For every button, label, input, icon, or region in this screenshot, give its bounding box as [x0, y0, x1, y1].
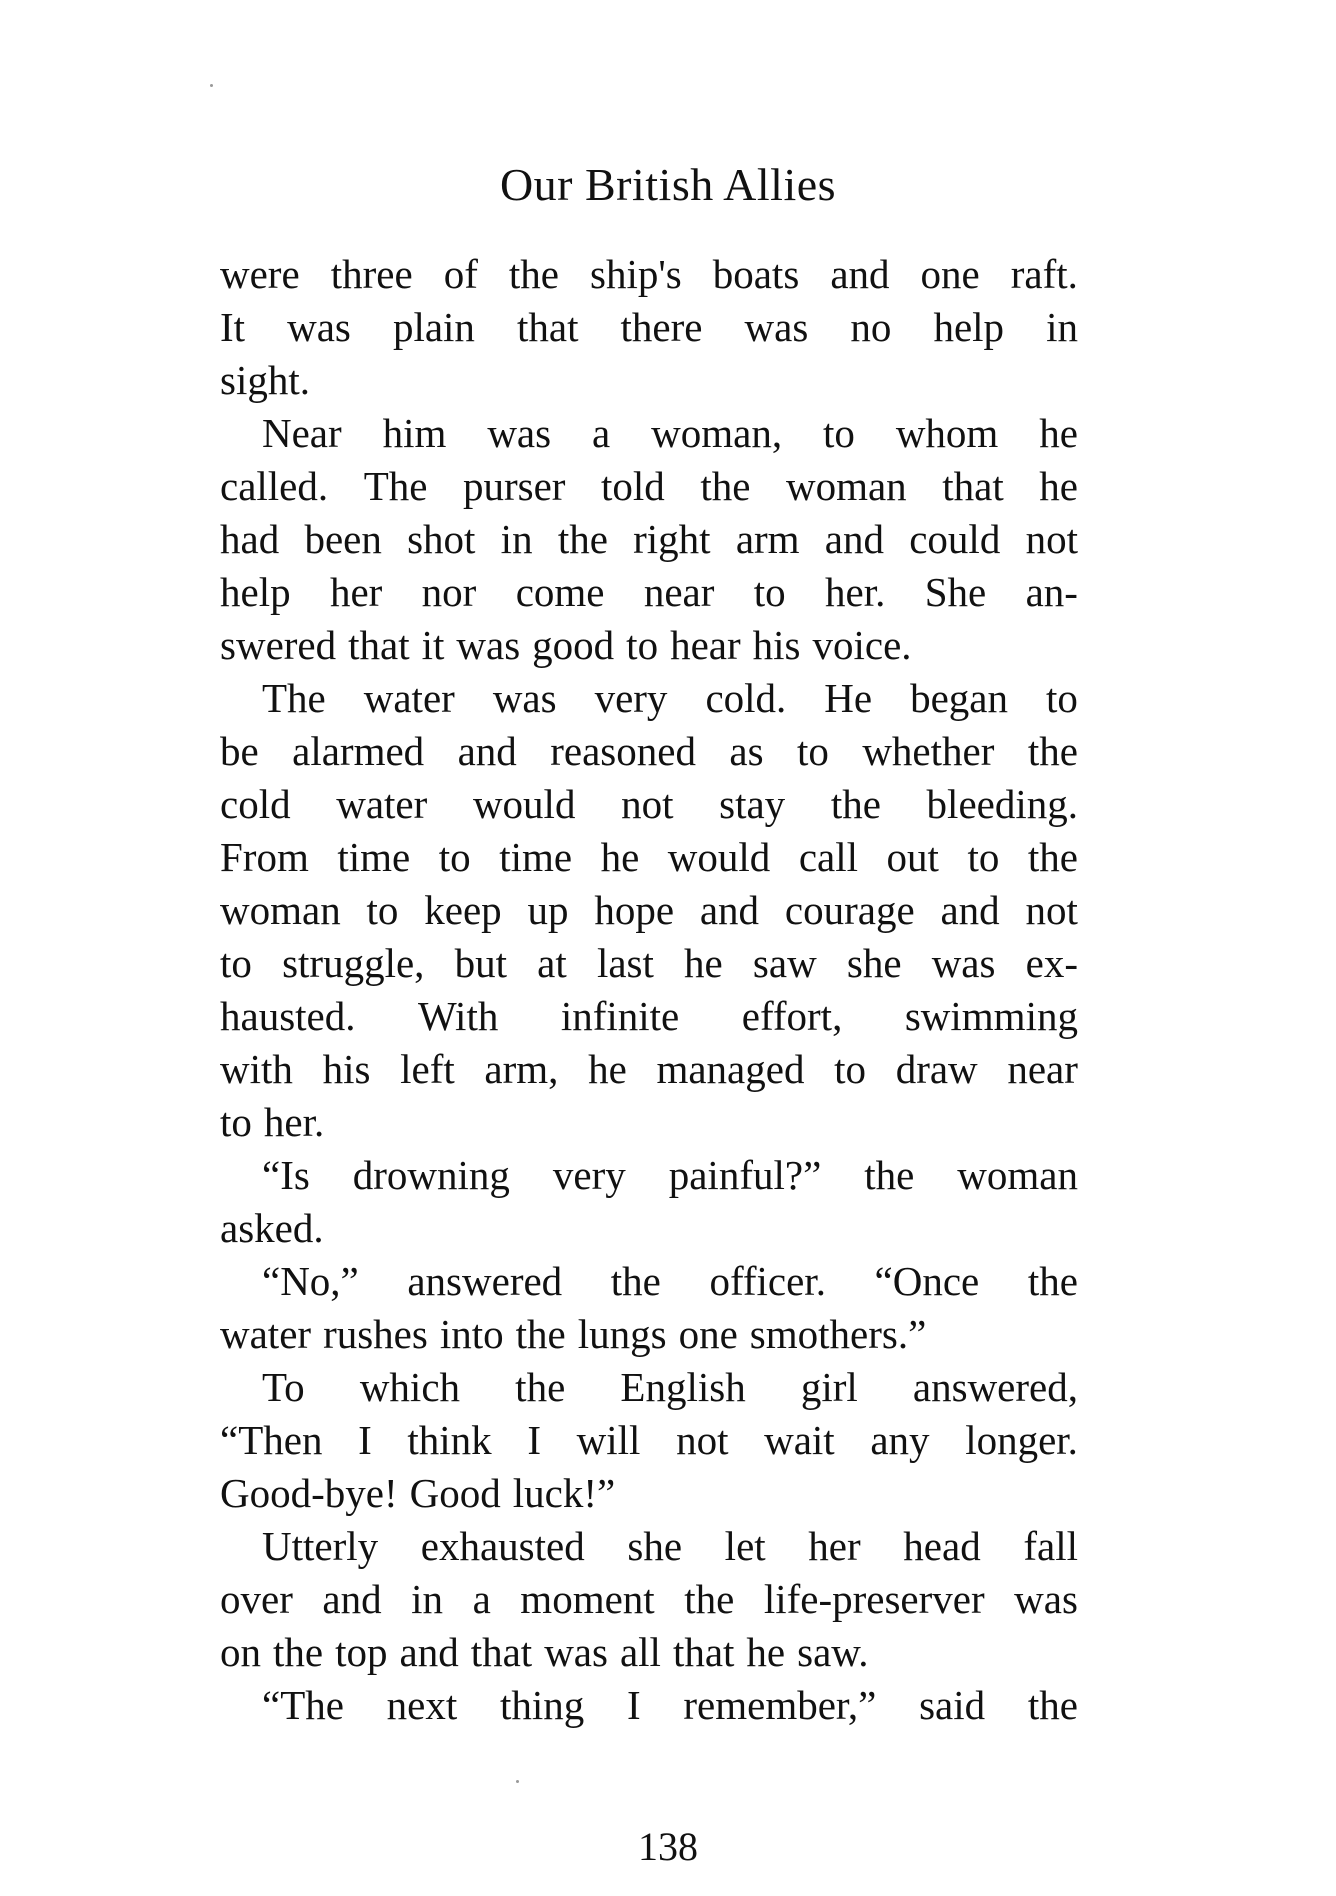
- word: The: [363, 463, 428, 509]
- word: I: [527, 1417, 541, 1463]
- word: time: [499, 834, 573, 880]
- text-line: [220, 1573, 1078, 1626]
- word: last: [596, 940, 654, 986]
- word: that: [470, 1629, 533, 1675]
- word: began: [910, 675, 1008, 721]
- word: he: [588, 1046, 627, 1092]
- word: to: [220, 940, 252, 986]
- word: not: [1025, 516, 1078, 562]
- word: three: [330, 251, 413, 297]
- word: head: [903, 1523, 981, 1569]
- word: to: [366, 887, 399, 933]
- word: the: [1027, 1682, 1078, 1728]
- word: whom: [895, 410, 999, 456]
- text-line: [220, 1520, 1078, 1573]
- text-line: [220, 513, 1078, 566]
- word: painful?”: [668, 1152, 822, 1198]
- word: infinite: [560, 993, 680, 1039]
- word: call: [798, 834, 858, 880]
- word: that: [672, 1629, 735, 1675]
- word: and: [457, 728, 517, 774]
- word: “Once: [874, 1258, 980, 1304]
- text-line: [220, 1255, 1078, 1308]
- text-line: [220, 1361, 1078, 1414]
- word: been: [304, 516, 382, 562]
- word: that: [516, 304, 579, 350]
- word: courage: [784, 887, 915, 933]
- word: cold: [220, 781, 291, 827]
- word: no: [850, 304, 892, 350]
- word: come: [515, 569, 605, 615]
- word: her.: [825, 569, 886, 615]
- word: the: [515, 1364, 566, 1410]
- word: had: [220, 516, 280, 562]
- text-line: [220, 1096, 1078, 1149]
- text-line: [220, 460, 1078, 513]
- word: wait: [764, 1417, 835, 1463]
- text-line: [220, 990, 1078, 1043]
- word: to: [823, 410, 855, 456]
- word: not: [1025, 887, 1078, 933]
- word: he: [746, 1629, 786, 1675]
- word: woman,: [651, 410, 783, 456]
- word: the: [508, 251, 559, 297]
- word: “Then: [220, 1417, 323, 1463]
- word: would: [667, 834, 771, 880]
- word: reasoned: [550, 728, 696, 774]
- text-line: [220, 566, 1078, 619]
- word: To: [262, 1364, 305, 1410]
- word: her: [808, 1523, 861, 1569]
- word: the: [684, 1576, 735, 1622]
- word: the: [864, 1152, 915, 1198]
- word: raft.: [1010, 251, 1078, 297]
- word: the: [610, 1258, 661, 1304]
- page-number: 138: [638, 1824, 698, 1869]
- word: which: [359, 1364, 461, 1410]
- word: will: [576, 1417, 641, 1463]
- word: of: [443, 251, 478, 297]
- text-line: [220, 672, 1078, 725]
- running-head: Our British Allies: [499, 159, 837, 210]
- word: From: [220, 834, 309, 880]
- word: right: [633, 516, 711, 562]
- word: and: [399, 1629, 459, 1675]
- text-line: [220, 248, 1078, 301]
- word: and: [699, 887, 760, 933]
- word: hope: [594, 887, 675, 933]
- word: in: [1046, 304, 1078, 350]
- word: saw.: [797, 1629, 869, 1675]
- word: the: [1027, 834, 1078, 880]
- word: the: [700, 463, 751, 509]
- word: It: [220, 304, 246, 350]
- word: I: [627, 1682, 641, 1728]
- word: over: [220, 1576, 293, 1622]
- word: any: [870, 1417, 930, 1463]
- word: near: [643, 569, 715, 615]
- word: that: [942, 463, 1004, 509]
- word: her: [329, 569, 383, 615]
- word: hear: [670, 622, 741, 668]
- word: one: [920, 251, 980, 297]
- word: to: [438, 834, 471, 880]
- word: I: [358, 1417, 372, 1463]
- text-line: [220, 407, 1078, 460]
- word: was: [1014, 1576, 1078, 1622]
- word: With: [418, 993, 499, 1039]
- word: woman: [220, 887, 341, 933]
- print-speck: [516, 1780, 519, 1783]
- word: Good: [409, 1470, 501, 1516]
- word: water: [220, 1311, 312, 1357]
- word: purser: [462, 463, 566, 509]
- word: at: [537, 940, 567, 986]
- word: life-preserver: [763, 1576, 985, 1622]
- word: her.: [263, 1099, 325, 1145]
- word: his: [322, 1046, 371, 1092]
- text-line: [220, 1043, 1078, 1096]
- word: swered: [220, 622, 337, 668]
- word: cold.: [705, 675, 787, 721]
- word: told: [601, 463, 665, 509]
- word: to: [1046, 675, 1078, 721]
- word: and: [322, 1576, 382, 1622]
- word: “Is: [262, 1152, 310, 1198]
- word: she: [846, 940, 902, 986]
- word: into: [439, 1311, 504, 1357]
- word: he: [1039, 463, 1078, 509]
- word: bleeding.: [926, 781, 1078, 827]
- word: left: [400, 1046, 455, 1092]
- word: thing: [499, 1682, 585, 1728]
- word: she: [627, 1523, 683, 1569]
- print-speck: [210, 84, 213, 87]
- word: as: [729, 728, 764, 774]
- text-line: [220, 1202, 1078, 1255]
- word: smothers.”: [749, 1311, 927, 1357]
- word: him: [382, 410, 447, 456]
- word: arm,: [484, 1046, 559, 1092]
- word: he: [600, 834, 640, 880]
- text-line: [220, 1679, 1078, 1732]
- word: the: [273, 1629, 324, 1675]
- word: was: [492, 675, 557, 721]
- word: up: [527, 887, 569, 933]
- word: were: [220, 251, 300, 297]
- text-line: [220, 884, 1078, 937]
- word: water: [363, 675, 455, 721]
- word: English: [620, 1364, 746, 1410]
- word: whether: [862, 728, 995, 774]
- word: near: [1007, 1046, 1078, 1092]
- text-line: [220, 1626, 1078, 1679]
- word: effort,: [741, 993, 843, 1039]
- word: the: [1027, 1258, 1078, 1304]
- word: called.: [220, 463, 329, 509]
- word: draw: [895, 1046, 978, 1092]
- word: would: [472, 781, 576, 827]
- word: was: [456, 622, 521, 668]
- word: exhausted: [420, 1523, 585, 1569]
- word: nor: [421, 569, 477, 615]
- word: ship's: [590, 251, 682, 297]
- word: with: [220, 1046, 293, 1092]
- word: he: [1039, 410, 1078, 456]
- word: said: [919, 1682, 986, 1728]
- word: very: [552, 1152, 626, 1198]
- word: not: [676, 1417, 729, 1463]
- text-line: [220, 1467, 1078, 1520]
- word: He: [824, 675, 873, 721]
- text-line: [220, 1308, 1078, 1361]
- word: drowning: [352, 1152, 510, 1198]
- text-line: [220, 778, 1078, 831]
- text-line: [220, 1149, 1078, 1202]
- word: a: [592, 410, 611, 456]
- word: boats: [712, 251, 800, 297]
- word: next: [386, 1682, 458, 1728]
- word: plain: [392, 304, 475, 350]
- text-line: [220, 937, 1078, 990]
- word: answered,: [912, 1364, 1078, 1410]
- word: the: [515, 1311, 566, 1357]
- body-text: [220, 248, 1078, 1732]
- word: “The: [262, 1682, 344, 1728]
- word: moment: [520, 1576, 655, 1622]
- word: stay: [719, 781, 786, 827]
- text-line: [220, 301, 1078, 354]
- word: answered: [407, 1258, 563, 1304]
- word: asked.: [220, 1205, 324, 1251]
- text-line: [220, 619, 1078, 672]
- word: woman: [957, 1152, 1078, 1198]
- word: woman: [785, 463, 907, 509]
- word: voice.: [812, 622, 912, 668]
- word: that: [348, 622, 410, 668]
- word: lungs: [577, 1311, 667, 1357]
- text-line: [220, 354, 1078, 407]
- word: to: [753, 569, 786, 615]
- word: Good-bye!: [220, 1470, 398, 1516]
- word: let: [724, 1523, 766, 1569]
- word: very: [594, 675, 668, 721]
- word: ex-: [1025, 940, 1078, 986]
- word: girl: [800, 1364, 858, 1410]
- word: an-: [1025, 569, 1078, 615]
- text-line: [220, 725, 1078, 778]
- word: “No,”: [262, 1258, 359, 1304]
- word: and: [824, 516, 884, 562]
- word: managed: [656, 1046, 805, 1092]
- word: on: [220, 1629, 261, 1675]
- word: in: [500, 516, 533, 562]
- word: but: [454, 940, 507, 986]
- word: was: [287, 304, 351, 350]
- word: sight.: [220, 357, 310, 403]
- word: keep: [424, 887, 502, 933]
- word: time: [337, 834, 411, 880]
- word: longer.: [965, 1417, 1078, 1463]
- word: struggle,: [282, 940, 425, 986]
- word: out: [886, 834, 939, 880]
- word: could: [909, 516, 1001, 562]
- word: help: [220, 569, 291, 615]
- word: hausted.: [220, 993, 356, 1039]
- word: Utterly: [262, 1523, 379, 1569]
- word: was: [544, 1629, 608, 1675]
- word: was: [744, 304, 809, 350]
- word: help: [933, 304, 1005, 350]
- word: top: [335, 1629, 388, 1675]
- word: rushes: [323, 1311, 428, 1357]
- word: She: [924, 569, 987, 615]
- word: officer.: [709, 1258, 826, 1304]
- word: was: [487, 410, 552, 456]
- word: luck!”: [512, 1470, 616, 1516]
- word: not: [621, 781, 674, 827]
- word: and: [940, 887, 1000, 933]
- word: good: [532, 622, 615, 668]
- word: fall: [1023, 1523, 1078, 1569]
- word: was: [931, 940, 996, 986]
- word: be: [220, 728, 259, 774]
- word: a: [472, 1576, 491, 1622]
- text-line: [220, 831, 1078, 884]
- word: and: [830, 251, 890, 297]
- word: in: [411, 1576, 444, 1622]
- word: water: [336, 781, 428, 827]
- word: Near: [262, 410, 342, 456]
- word: the: [557, 516, 608, 562]
- word: to: [834, 1046, 867, 1092]
- word: remember,”: [683, 1682, 877, 1728]
- word: The: [262, 675, 326, 721]
- word: the: [1027, 728, 1078, 774]
- word: one: [678, 1311, 738, 1357]
- word: there: [620, 304, 703, 350]
- word: saw: [752, 940, 817, 986]
- word: to: [220, 1099, 252, 1145]
- word: to: [626, 622, 659, 668]
- word: alarmed: [292, 728, 425, 774]
- word: his: [752, 622, 801, 668]
- word: to: [796, 728, 829, 774]
- text-line: [220, 1414, 1078, 1467]
- word: all: [619, 1629, 661, 1675]
- word: arm: [735, 516, 800, 562]
- word: shot: [407, 516, 476, 562]
- word: swimming: [904, 993, 1078, 1039]
- word: it: [421, 622, 445, 668]
- word: the: [830, 781, 881, 827]
- word: think: [407, 1417, 492, 1463]
- word: to: [967, 834, 1000, 880]
- word: he: [684, 940, 723, 986]
